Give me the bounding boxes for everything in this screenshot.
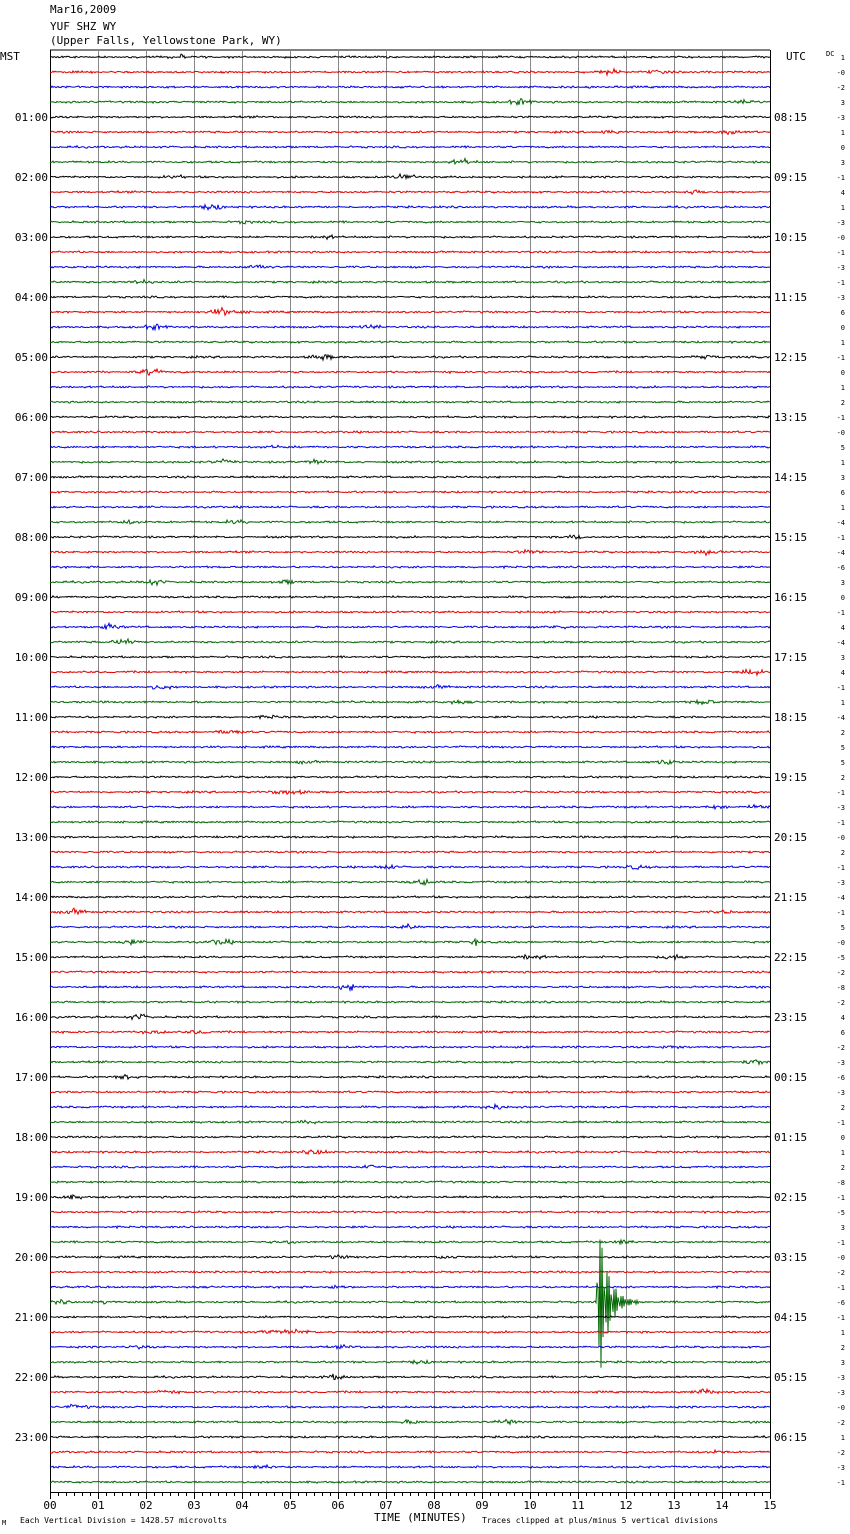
dc-offset-value: -2 bbox=[836, 1419, 845, 1427]
dc-offset-value: -3 bbox=[836, 1374, 845, 1382]
dc-offset-value: -1 bbox=[836, 1479, 845, 1487]
dc-offset-value: 1 bbox=[840, 1329, 845, 1337]
dc-offset-value: -1 bbox=[836, 1194, 845, 1202]
dc-offset-value: 3 bbox=[840, 579, 845, 587]
x-tick-label: 08 bbox=[427, 1499, 441, 1512]
dc-offset-value: 2 bbox=[840, 399, 845, 407]
seismic-trace bbox=[50, 805, 770, 809]
mst-hour-label: 13:00 bbox=[14, 831, 48, 844]
dc-offset-value: -5 bbox=[836, 1209, 845, 1217]
mst-hour-label: 03:00 bbox=[14, 231, 48, 244]
utc-hour-label: 19:15 bbox=[774, 771, 808, 784]
seismic-trace bbox=[50, 971, 770, 973]
seismic-trace bbox=[50, 730, 770, 733]
dc-offset-value: -3 bbox=[836, 294, 845, 302]
seismic-trace bbox=[50, 1060, 770, 1065]
x-axis bbox=[43, 1492, 776, 1512]
mst-hour-label: 10:00 bbox=[14, 651, 48, 664]
x-tick-label: 03 bbox=[187, 1499, 201, 1512]
dc-offset-value: -3 bbox=[836, 1089, 845, 1097]
dc-offset-value: -6 bbox=[836, 1299, 845, 1307]
seismic-trace bbox=[50, 401, 770, 403]
dc-offset-value: 1 bbox=[840, 504, 845, 512]
dc-offset-value: -6 bbox=[836, 1074, 845, 1082]
seismic-trace bbox=[50, 1031, 770, 1034]
mst-hour-label: 06:00 bbox=[14, 411, 48, 424]
dc-offset-value: 0 bbox=[840, 369, 845, 377]
seismic-trace bbox=[50, 865, 770, 869]
dc-offset-value: 2 bbox=[840, 729, 845, 737]
dc-offset-value: 0 bbox=[840, 594, 845, 602]
dc-offset-value: -0 bbox=[836, 1404, 845, 1412]
dc-offset-value: 2 bbox=[840, 1164, 845, 1172]
dc-offset-value: -2 bbox=[836, 969, 845, 977]
dc-offset-value: -2 bbox=[836, 1449, 845, 1457]
utc-hour-label: 20:15 bbox=[774, 831, 808, 844]
dc-offset-value: -1 bbox=[836, 279, 845, 287]
utc-hour-label: 09:15 bbox=[774, 171, 808, 184]
utc-hour-label: 14:15 bbox=[774, 471, 808, 484]
dc-offset-value: 3 bbox=[840, 654, 845, 662]
dc-offset-value: -4 bbox=[836, 714, 845, 722]
utc-hour-label: 16:15 bbox=[774, 591, 808, 604]
seismic-trace bbox=[50, 896, 770, 898]
dc-offset-value: -3 bbox=[836, 219, 845, 227]
seismic-trace bbox=[50, 159, 770, 164]
utc-hour-label: 08:15 bbox=[774, 111, 808, 124]
seismic-trace bbox=[50, 54, 770, 58]
dc-offset-value: -1 bbox=[836, 609, 845, 617]
seismic-trace bbox=[50, 86, 770, 88]
mst-hour-label: 02:00 bbox=[14, 171, 48, 184]
dc-offset-value: -1 bbox=[836, 354, 845, 362]
dc-offset-value: 2 bbox=[840, 849, 845, 857]
seismic-trace bbox=[50, 821, 770, 823]
dc-offset-value: -1 bbox=[836, 1314, 845, 1322]
seismic-trace bbox=[50, 611, 770, 613]
x-tick-label: 11 bbox=[571, 1499, 585, 1512]
seismic-trace bbox=[50, 550, 770, 556]
seismic-trace bbox=[50, 760, 770, 764]
seismic-trace bbox=[50, 431, 770, 433]
utc-hour-label: 11:15 bbox=[774, 291, 808, 304]
seismic-trace bbox=[50, 1195, 770, 1199]
dc-offset-value: -8 bbox=[836, 984, 845, 992]
dc-offset-value: 2 bbox=[840, 1104, 845, 1112]
station-location: (Upper Falls, Yellowstone Park, WY) bbox=[50, 34, 282, 47]
footer-clip-note: Traces clipped at plus/minus 5 vertical divisions bbox=[482, 1516, 719, 1525]
dc-offset-value: -2 bbox=[836, 84, 845, 92]
x-tick-label: 05 bbox=[283, 1499, 297, 1512]
dc-offset-value: -6 bbox=[836, 564, 845, 572]
seismic-trace bbox=[50, 116, 770, 118]
mst-hour-label: 23:00 bbox=[14, 1431, 48, 1444]
dc-offset-value: -1 bbox=[836, 864, 845, 872]
dc-offset-value: -3 bbox=[836, 114, 845, 122]
seismic-trace bbox=[50, 1046, 770, 1049]
dc-offset-value: -3 bbox=[836, 1389, 845, 1397]
seismic-trace bbox=[50, 623, 770, 629]
mst-hour-label: 09:00 bbox=[14, 591, 48, 604]
utc-hour-label: 02:15 bbox=[774, 1191, 808, 1204]
seismic-trace bbox=[50, 99, 770, 105]
seismic-trace bbox=[50, 296, 770, 298]
seismic-trace bbox=[50, 656, 770, 658]
dc-offset-value: 1 bbox=[840, 459, 845, 467]
seismic-trace bbox=[50, 1014, 770, 1019]
seismic-trace bbox=[50, 1360, 770, 1364]
seismic-trace bbox=[50, 146, 770, 148]
x-tick-label: 10 bbox=[523, 1499, 537, 1512]
right-timezone-label: UTC bbox=[786, 50, 806, 63]
dc-offset-value: 0 bbox=[840, 1134, 845, 1142]
seismic-trace bbox=[50, 700, 770, 704]
utc-hour-label: 05:15 bbox=[774, 1371, 808, 1384]
dc-offset-value: -2 bbox=[836, 1269, 845, 1277]
seismic-trace bbox=[50, 984, 770, 990]
mst-hour-label: 08:00 bbox=[14, 531, 48, 544]
utc-hour-label: 01:15 bbox=[774, 1131, 808, 1144]
dc-offset-value: -4 bbox=[836, 639, 845, 647]
seismic-trace bbox=[50, 265, 770, 268]
dc-offset-value: -4 bbox=[836, 894, 845, 902]
utc-hour-label: 00:15 bbox=[774, 1071, 808, 1084]
utc-hour-label: 17:15 bbox=[774, 651, 808, 664]
utc-hour-label: 18:15 bbox=[774, 711, 808, 724]
utc-hour-label: 15:15 bbox=[774, 531, 808, 544]
seismic-trace bbox=[50, 836, 770, 838]
left-timezone-label: MST bbox=[0, 50, 20, 63]
mst-hour-label: 04:00 bbox=[14, 291, 48, 304]
dc-offset-value: -0 bbox=[836, 834, 845, 842]
x-tick-label: 07 bbox=[379, 1499, 393, 1512]
seismic-trace bbox=[50, 939, 770, 946]
x-tick-label: 14 bbox=[715, 1499, 729, 1512]
seismic-trace bbox=[50, 355, 770, 360]
seismic-trace bbox=[50, 369, 770, 375]
dc-offset-value: 3 bbox=[840, 99, 845, 107]
utc-hour-label: 22:15 bbox=[774, 951, 808, 964]
seismic-trace bbox=[50, 1104, 770, 1109]
seismic-trace bbox=[50, 205, 770, 210]
x-tick-label: 12 bbox=[619, 1499, 633, 1512]
dc-offset-value: -1 bbox=[836, 1284, 845, 1292]
dc-offset-value: -1 bbox=[836, 789, 845, 797]
dc-offset-value: -3 bbox=[836, 264, 845, 272]
dc-offset-value: -4 bbox=[836, 519, 845, 527]
seismic-trace bbox=[50, 476, 770, 478]
mst-hour-label: 01:00 bbox=[14, 111, 48, 124]
seismic-trace bbox=[50, 1211, 770, 1213]
seismic-trace bbox=[50, 580, 770, 585]
seismic-trace bbox=[50, 174, 770, 178]
seismic-trace bbox=[50, 1001, 770, 1004]
seismic-trace bbox=[50, 251, 770, 253]
x-tick-label: 13 bbox=[667, 1499, 681, 1512]
seismic-trace bbox=[50, 235, 770, 239]
seismic-trace bbox=[50, 535, 770, 539]
x-tick-label: 02 bbox=[139, 1499, 153, 1512]
x-tick-label: 09 bbox=[475, 1499, 489, 1512]
seismic-trace bbox=[50, 1240, 770, 1368]
dc-offset-value: -0 bbox=[836, 1254, 845, 1262]
seismic-trace bbox=[50, 386, 770, 389]
dc-offset-value: 3 bbox=[840, 1359, 845, 1367]
dc-offset-value: -3 bbox=[836, 879, 845, 887]
dc-offset-value: 1 bbox=[840, 339, 845, 347]
x-tick-label: 00 bbox=[43, 1499, 57, 1512]
dc-offset-value: 6 bbox=[840, 1029, 845, 1037]
dc-offset-value: -1 bbox=[836, 174, 845, 182]
dc-offset-value: -0 bbox=[836, 939, 845, 947]
dc-offset-value: -0 bbox=[836, 234, 845, 242]
dc-offset-value: 5 bbox=[840, 744, 845, 752]
seismic-trace bbox=[50, 1374, 770, 1380]
mst-hour-label: 12:00 bbox=[14, 771, 48, 784]
dc-offset-value: 5 bbox=[840, 444, 845, 452]
seismic-trace bbox=[50, 459, 770, 464]
plot-date: Mar16,2009 bbox=[50, 3, 117, 16]
utc-hour-label: 13:15 bbox=[774, 411, 808, 424]
seismic-trace bbox=[50, 746, 770, 748]
dc-offset-value: 1 bbox=[840, 204, 845, 212]
dc-offset-value: -3 bbox=[836, 804, 845, 812]
seismic-trace bbox=[50, 1240, 770, 1244]
seismic-trace bbox=[50, 1165, 770, 1168]
seismic-trace bbox=[50, 506, 770, 508]
seismic-trace bbox=[50, 1120, 770, 1123]
mst-hour-label: 19:00 bbox=[14, 1191, 48, 1204]
dc-offset-value: -3 bbox=[836, 1059, 845, 1067]
dc-offset-value: 1 bbox=[840, 1434, 845, 1442]
utc-hour-label: 12:15 bbox=[774, 351, 808, 364]
seismic-trace bbox=[50, 1136, 770, 1138]
dc-offset-value: -1 bbox=[836, 1239, 845, 1247]
dc-offset-value: -1 bbox=[836, 684, 845, 692]
dc-offset-value: 2 bbox=[840, 774, 845, 782]
dc-offset-value: 5 bbox=[840, 759, 845, 767]
seismic-trace bbox=[50, 1075, 770, 1080]
seismic-trace bbox=[50, 685, 770, 690]
seismic-trace bbox=[50, 790, 770, 794]
mst-hour-label: 15:00 bbox=[14, 951, 48, 964]
seismic-trace bbox=[50, 520, 770, 524]
seismic-trace bbox=[50, 1450, 770, 1453]
mst-hour-label: 14:00 bbox=[14, 891, 48, 904]
seismic-trace bbox=[50, 1329, 770, 1333]
x-tick-label: 15 bbox=[763, 1499, 777, 1512]
dc-offset-value: 0 bbox=[840, 324, 845, 332]
seismic-trace bbox=[50, 566, 770, 568]
utc-hour-label: 23:15 bbox=[774, 1011, 808, 1024]
seismic-trace bbox=[50, 445, 770, 448]
utc-hour-label: 04:15 bbox=[774, 1311, 808, 1324]
seismic-trace bbox=[50, 491, 770, 493]
hour-labels bbox=[15, 111, 807, 1444]
dc-offset-value: 3 bbox=[840, 474, 845, 482]
dc-offset-value: -1 bbox=[836, 249, 845, 257]
mst-hour-label: 05:00 bbox=[14, 351, 48, 364]
dc-offset-value: -1 bbox=[836, 534, 845, 542]
dc-offset-value: -1 bbox=[836, 414, 845, 422]
seismic-trace bbox=[50, 1181, 770, 1183]
mst-hour-label: 20:00 bbox=[14, 1251, 48, 1264]
dc-offset-value: 0 bbox=[840, 144, 845, 152]
seismic-trace bbox=[50, 1465, 770, 1468]
dc-offset-value: -1 bbox=[836, 1119, 845, 1127]
mst-hour-label: 22:00 bbox=[14, 1371, 48, 1384]
dc-offset-value: 4 bbox=[840, 189, 845, 197]
dc-offset-value: -2 bbox=[836, 999, 845, 1007]
dc-offset-value: 2 bbox=[840, 1344, 845, 1352]
traces bbox=[50, 54, 770, 1483]
seismic-trace bbox=[50, 1389, 770, 1394]
dc-label: DC bbox=[826, 50, 835, 58]
seismic-trace bbox=[50, 1436, 770, 1439]
seismic-trace bbox=[50, 341, 770, 343]
dc-offset-value: 1 bbox=[840, 54, 845, 62]
dc-offset-value: 1 bbox=[840, 384, 845, 392]
dc-offset-value: 1 bbox=[840, 129, 845, 137]
seismic-trace bbox=[50, 851, 770, 853]
seismic-trace bbox=[50, 1404, 770, 1408]
corner-mark: M bbox=[2, 1519, 7, 1527]
seismic-trace bbox=[50, 1255, 770, 1259]
seismic-trace bbox=[50, 715, 770, 718]
dc-offset-value: -1 bbox=[836, 819, 845, 827]
dc-offset-value: 4 bbox=[840, 624, 845, 632]
dc-offset-value: -3 bbox=[836, 1464, 845, 1472]
utc-hour-label: 10:15 bbox=[774, 231, 808, 244]
dc-offset-value: 1 bbox=[840, 1149, 845, 1157]
dc-offset-value: -8 bbox=[836, 1179, 845, 1187]
seismic-trace bbox=[50, 776, 770, 778]
mst-hour-label: 17:00 bbox=[14, 1071, 48, 1084]
utc-hour-label: 21:15 bbox=[774, 891, 808, 904]
seismic-trace bbox=[50, 308, 770, 316]
mst-hour-label: 18:00 bbox=[14, 1131, 48, 1144]
utc-hour-label: 03:15 bbox=[774, 1251, 808, 1264]
seismic-trace bbox=[50, 908, 770, 914]
mst-hour-label: 21:00 bbox=[14, 1311, 48, 1324]
dc-offset-value: -5 bbox=[836, 954, 845, 962]
seismic-trace bbox=[50, 924, 770, 929]
seismic-trace bbox=[50, 1345, 770, 1349]
dc-offset-value: 3 bbox=[840, 159, 845, 167]
dc-offset-value: -2 bbox=[836, 1044, 845, 1052]
dc-offset-value: 1 bbox=[840, 699, 845, 707]
seismic-trace bbox=[50, 1481, 770, 1483]
seismic-trace bbox=[50, 1226, 770, 1228]
x-axis-title: TIME (MINUTES) bbox=[374, 1511, 467, 1524]
dc-offset-value: 6 bbox=[840, 309, 845, 317]
dc-offset-value: 4 bbox=[840, 1014, 845, 1022]
dc-offset-labels bbox=[837, 54, 845, 1487]
seismic-trace bbox=[50, 1271, 770, 1273]
seismic-trace bbox=[50, 639, 770, 644]
seismic-trace bbox=[50, 131, 770, 135]
seismic-trace bbox=[50, 955, 770, 960]
seismic-trace bbox=[50, 1285, 770, 1288]
seismic-trace bbox=[50, 596, 770, 598]
dc-offset-value: -0 bbox=[836, 69, 845, 77]
seismic-trace bbox=[50, 280, 770, 284]
seismic-trace bbox=[50, 190, 770, 194]
seismic-trace bbox=[50, 1419, 770, 1424]
x-tick-label: 06 bbox=[331, 1499, 345, 1512]
seismic-trace bbox=[50, 879, 770, 884]
dc-offset-value: 4 bbox=[840, 669, 845, 677]
x-tick-label: 01 bbox=[91, 1499, 105, 1512]
mst-hour-label: 16:00 bbox=[14, 1011, 48, 1024]
dc-offset-value: -0 bbox=[836, 429, 845, 437]
station-code: YUF SHZ WY bbox=[50, 20, 117, 33]
seismic-trace bbox=[50, 670, 770, 676]
dc-offset-value: 5 bbox=[840, 924, 845, 932]
seismic-trace bbox=[50, 324, 770, 330]
seismic-trace bbox=[50, 69, 770, 75]
x-tick-label: 04 bbox=[235, 1499, 249, 1512]
utc-hour-label: 06:15 bbox=[774, 1431, 808, 1444]
seismic-trace bbox=[50, 221, 770, 224]
dc-offset-value: 6 bbox=[840, 489, 845, 497]
dc-offset-value: -1 bbox=[836, 909, 845, 917]
dc-offset-value: -4 bbox=[836, 549, 845, 557]
seismic-trace bbox=[50, 1150, 770, 1154]
mst-hour-label: 07:00 bbox=[14, 471, 48, 484]
mst-hour-label: 11:00 bbox=[14, 711, 48, 724]
seismic-trace bbox=[50, 416, 770, 418]
seismic-trace bbox=[50, 1316, 770, 1318]
seismic-trace bbox=[50, 1091, 770, 1093]
footer-scale-note: Each Vertical Division = 1428.57 microvolts bbox=[20, 1516, 228, 1525]
dc-offset-value: 3 bbox=[840, 1224, 845, 1232]
